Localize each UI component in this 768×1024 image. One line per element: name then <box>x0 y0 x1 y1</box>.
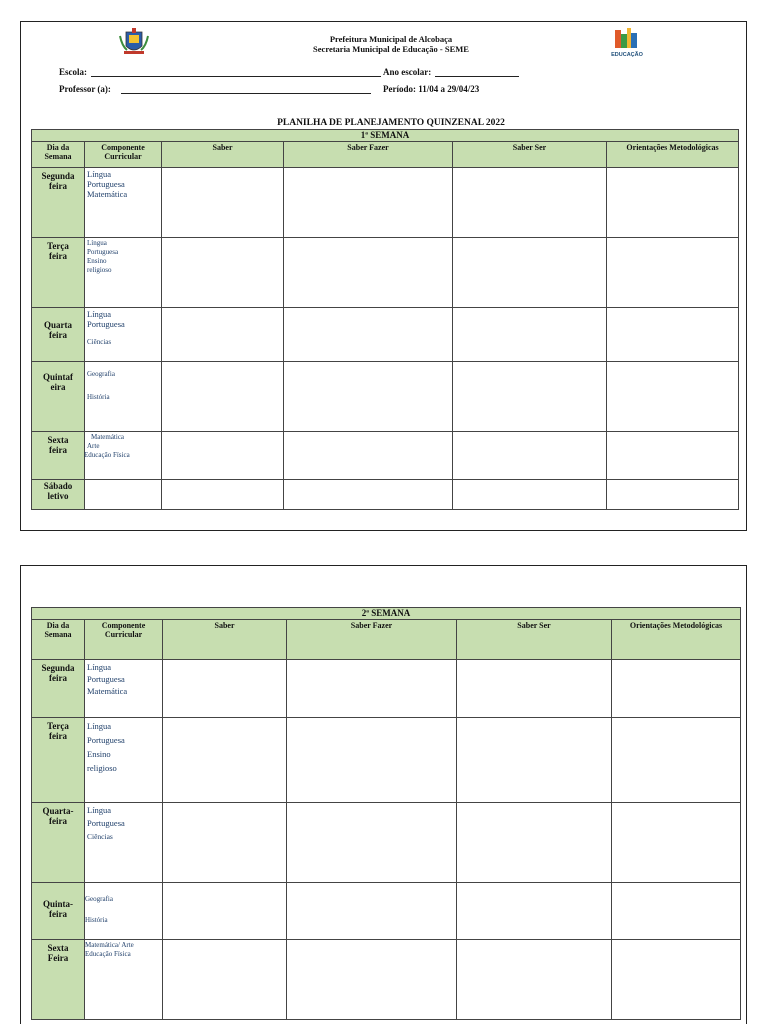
saber-cell[interactable] <box>163 883 287 940</box>
col-component-line1: Componente <box>101 143 145 152</box>
col-component-line2: Curricular <box>104 630 143 639</box>
col-component <box>85 142 162 168</box>
education-logo-text: EDUCAÇÃO <box>611 52 643 58</box>
col-day-line1: Dia da <box>46 621 70 630</box>
saber-cell[interactable] <box>163 660 287 718</box>
week-2-label: 2ª SEMANA <box>32 608 741 620</box>
orientacoes-cell[interactable] <box>607 168 739 238</box>
saber-fazer-cell[interactable] <box>287 718 457 803</box>
component-cell: Matemática Arte Educação Física <box>85 432 162 480</box>
saber-ser-cell[interactable] <box>457 718 612 803</box>
col-component-line2: Curricular <box>104 152 142 161</box>
saber-ser-cell[interactable] <box>457 883 612 940</box>
saber-fazer-cell[interactable] <box>284 480 453 510</box>
saber-ser-cell[interactable] <box>453 432 607 480</box>
saber-fazer-cell[interactable] <box>284 362 453 432</box>
table-row <box>32 718 741 803</box>
component-cell[interactable] <box>85 480 162 510</box>
saber-fazer-cell[interactable] <box>284 168 453 238</box>
component-cell: Língua Portuguesa Ciências <box>85 308 162 362</box>
period-field <box>383 84 479 94</box>
saber-ser-cell[interactable] <box>457 940 612 1020</box>
period-label: Período: <box>383 84 416 94</box>
table-row <box>32 660 741 718</box>
orientacoes-cell[interactable] <box>607 362 739 432</box>
component-cell: Língua Portuguesa Ensino religioso <box>85 718 163 803</box>
school-year-label: Ano escolar: <box>383 67 432 77</box>
saber-cell[interactable] <box>162 480 284 510</box>
orientacoes-cell[interactable] <box>612 718 741 803</box>
saber-ser-cell[interactable] <box>453 238 607 308</box>
week-2-table <box>31 607 741 1020</box>
table-row <box>32 238 739 308</box>
saber-cell[interactable] <box>163 940 287 1020</box>
day-cell: Terça feira <box>32 718 85 803</box>
teacher-line[interactable] <box>121 93 371 94</box>
school-label: Escola: <box>59 67 87 77</box>
col-saber: Saber <box>162 142 284 168</box>
planning-sheet-page-2 <box>20 565 747 1024</box>
col-day <box>32 142 85 168</box>
table-row <box>32 432 739 480</box>
table-row <box>32 803 741 883</box>
header-title <box>251 34 531 54</box>
week-1-label: 1ª SEMANA <box>32 130 739 142</box>
component-cell: Geografia História <box>85 362 162 432</box>
saber-cell[interactable] <box>162 362 284 432</box>
component-cell: Língua Portuguesa Matemática <box>85 168 162 238</box>
school-line[interactable] <box>91 76 381 77</box>
saber-fazer-cell[interactable] <box>287 803 457 883</box>
col-component <box>85 620 163 660</box>
col-day-line2: Semana <box>44 152 72 161</box>
day-cell: Sábado letivo <box>32 480 85 510</box>
component-cell: Matemática/ Arte Educação Física <box>85 940 163 1020</box>
saber-fazer-cell[interactable] <box>284 238 453 308</box>
day-cell: Sexta Feira <box>32 940 85 1020</box>
col-saber-fazer: Saber Fazer <box>284 142 453 168</box>
orientacoes-cell[interactable] <box>607 480 739 510</box>
saber-cell[interactable] <box>162 432 284 480</box>
col-saber-fazer: Saber Fazer <box>287 620 457 660</box>
saber-fazer-cell[interactable] <box>287 940 457 1020</box>
orientacoes-cell[interactable] <box>612 803 741 883</box>
day-cell: Segunda feira <box>32 660 85 718</box>
saber-cell[interactable] <box>162 308 284 362</box>
municipal-crest-logo <box>117 24 151 58</box>
col-component-line1: Componente <box>101 621 146 630</box>
saber-ser-cell[interactable] <box>453 480 607 510</box>
orientacoes-cell[interactable] <box>607 308 739 362</box>
component-cell: Língua Portuguesa Ciências <box>85 803 163 883</box>
component-cell: Língua Portuguesa Ensino religioso <box>85 238 162 308</box>
saber-fazer-cell[interactable] <box>284 308 453 362</box>
school-year-line[interactable] <box>435 76 519 77</box>
col-day <box>32 620 85 660</box>
orientacoes-cell[interactable] <box>612 660 741 718</box>
day-cell: Quinta- feira <box>32 883 85 940</box>
saber-ser-cell[interactable] <box>453 308 607 362</box>
orientacoes-cell[interactable] <box>607 238 739 308</box>
col-saber-ser: Saber Ser <box>453 142 607 168</box>
sheet-title: PLANILHA DE PLANEJAMENTO QUINZENAL 2022 <box>277 118 505 128</box>
table-row <box>32 940 741 1020</box>
day-cell: Sexta feira <box>32 432 85 480</box>
period-value: 11/04 a 29/04/23 <box>418 84 480 94</box>
saber-cell[interactable] <box>162 238 284 308</box>
table-row <box>32 308 739 362</box>
day-cell: Segunda feira <box>32 168 85 238</box>
component-cell: Geografia História <box>85 883 163 940</box>
saber-cell[interactable] <box>163 718 287 803</box>
day-cell: Terça feira <box>32 238 85 308</box>
col-saber: Saber <box>163 620 287 660</box>
col-day-line2: Semana <box>44 630 72 639</box>
saber-cell[interactable] <box>162 168 284 238</box>
table-row <box>32 168 739 238</box>
municipality-name: Prefeitura Municipal de Alcobaça <box>329 34 453 44</box>
saber-ser-cell[interactable] <box>453 362 607 432</box>
saber-cell[interactable] <box>163 803 287 883</box>
week-1-table <box>31 129 739 510</box>
teacher-label: Professor (a): <box>59 84 111 94</box>
secretariat-name: Secretaria Municipal de Educação - SEME <box>313 44 469 54</box>
col-day-line1: Dia da <box>46 143 70 152</box>
saber-ser-cell[interactable] <box>453 168 607 238</box>
day-cell: Quarta feira <box>32 308 85 362</box>
saber-fazer-cell[interactable] <box>287 660 457 718</box>
saber-ser-cell[interactable] <box>457 803 612 883</box>
orientacoes-cell[interactable] <box>612 940 741 1020</box>
education-logo <box>603 24 651 60</box>
table-row <box>32 362 739 432</box>
col-orientacoes: Orientações Metodológicas <box>612 620 741 660</box>
col-saber-ser: Saber Ser <box>457 620 612 660</box>
day-cell: Quintaf eira <box>32 362 85 432</box>
saber-fazer-cell[interactable] <box>284 432 453 480</box>
table-row <box>32 883 741 940</box>
orientacoes-cell[interactable] <box>612 883 741 940</box>
orientacoes-cell[interactable] <box>607 432 739 480</box>
day-cell: Quarta- feira <box>32 803 85 883</box>
table-row <box>32 480 739 510</box>
saber-fazer-cell[interactable] <box>287 883 457 940</box>
col-orientacoes: Orientações Metodológicas <box>607 142 739 168</box>
saber-ser-cell[interactable] <box>457 660 612 718</box>
component-cell: Língua Portuguesa Matemática <box>85 660 163 718</box>
planning-sheet-page-1 <box>20 21 747 531</box>
